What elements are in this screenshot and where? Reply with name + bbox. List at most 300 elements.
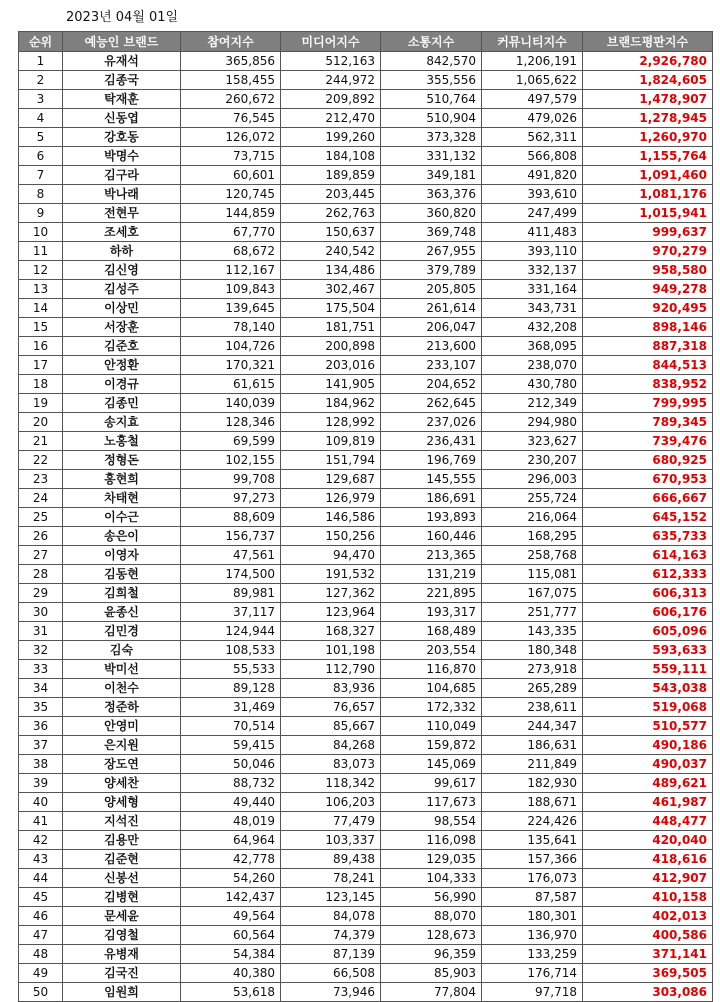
participation-cell: 140,039	[181, 394, 281, 413]
community-cell: 273,918	[482, 660, 583, 679]
media-cell: 262,763	[281, 204, 381, 223]
brand-name-cell: 정형돈	[63, 451, 181, 470]
table-row	[19, 793, 713, 812]
rank-cell: 31	[19, 622, 63, 641]
table-row	[19, 394, 713, 413]
participation-cell: 365,856	[181, 52, 281, 71]
rank-cell: 7	[19, 166, 63, 185]
table-row	[19, 299, 713, 318]
rank-cell: 3	[19, 90, 63, 109]
participation-cell: 89,981	[181, 584, 281, 603]
communication-cell: 104,333	[381, 869, 482, 888]
rank-cell: 37	[19, 736, 63, 755]
participation-cell: 156,737	[181, 527, 281, 546]
community-cell: 224,426	[482, 812, 583, 831]
participation-cell: 60,601	[181, 166, 281, 185]
communication-cell: 510,904	[381, 109, 482, 128]
community-cell: 343,731	[482, 299, 583, 318]
media-cell: 189,859	[281, 166, 381, 185]
community-cell: 157,366	[482, 850, 583, 869]
brand-reputation-cell: 958,580	[583, 261, 713, 280]
table-row	[19, 983, 713, 1002]
media-cell: 118,342	[281, 774, 381, 793]
table-row	[19, 926, 713, 945]
brand-reputation-cell: 519,068	[583, 698, 713, 717]
media-cell: 89,438	[281, 850, 381, 869]
communication-cell: 160,446	[381, 527, 482, 546]
brand-reputation-cell: 510,577	[583, 717, 713, 736]
table-row	[19, 375, 713, 394]
community-cell: 167,075	[482, 584, 583, 603]
community-cell: 188,671	[482, 793, 583, 812]
community-cell: 168,295	[482, 527, 583, 546]
communication-cell: 360,820	[381, 204, 482, 223]
community-cell: 393,610	[482, 185, 583, 204]
community-cell: 136,970	[482, 926, 583, 945]
table-row	[19, 204, 713, 223]
brand-reputation-cell: 461,987	[583, 793, 713, 812]
rank-cell: 48	[19, 945, 63, 964]
community-cell: 562,311	[482, 128, 583, 147]
rank-cell: 34	[19, 679, 63, 698]
brand-name-cell: 양세형	[63, 793, 181, 812]
table-row	[19, 109, 713, 128]
brand-reputation-cell: 593,633	[583, 641, 713, 660]
date-label: 2023년 04월 01일	[66, 10, 179, 25]
media-cell: 106,203	[281, 793, 381, 812]
participation-cell: 69,599	[181, 432, 281, 451]
community-cell: 331,164	[482, 280, 583, 299]
communication-cell: 77,804	[381, 983, 482, 1002]
media-cell: 74,379	[281, 926, 381, 945]
brand-name-cell: 김신영	[63, 261, 181, 280]
participation-cell: 88,609	[181, 508, 281, 527]
brand-name-cell: 김종국	[63, 71, 181, 90]
media-cell: 203,016	[281, 356, 381, 375]
table-row	[19, 470, 713, 489]
communication-cell: 204,652	[381, 375, 482, 394]
table-row	[19, 755, 713, 774]
table-row	[19, 546, 713, 565]
communication-cell: 110,049	[381, 717, 482, 736]
participation-cell: 88,732	[181, 774, 281, 793]
brand-name-cell: 김영철	[63, 926, 181, 945]
brand-name-cell: 박나래	[63, 185, 181, 204]
media-cell: 66,508	[281, 964, 381, 983]
participation-cell: 108,533	[181, 641, 281, 660]
rank-cell: 30	[19, 603, 63, 622]
brand-name-cell: 이영자	[63, 546, 181, 565]
brand-name-cell: 송지효	[63, 413, 181, 432]
brand-reputation-cell: 838,952	[583, 375, 713, 394]
participation-cell: 68,672	[181, 242, 281, 261]
rank-cell: 47	[19, 926, 63, 945]
brand-name-cell: 송은이	[63, 527, 181, 546]
participation-cell: 70,514	[181, 717, 281, 736]
brand-reputation-cell: 949,278	[583, 280, 713, 299]
brand-reputation-cell: 543,038	[583, 679, 713, 698]
brand-name-cell: 노홍철	[63, 432, 181, 451]
table-row	[19, 318, 713, 337]
brand-reputation-cell: 559,111	[583, 660, 713, 679]
participation-cell: 53,618	[181, 983, 281, 1002]
brand-reputation-cell: 402,013	[583, 907, 713, 926]
brand-name-cell: 장도연	[63, 755, 181, 774]
community-cell: 432,208	[482, 318, 583, 337]
rank-cell: 49	[19, 964, 63, 983]
brand-reputation-cell: 635,733	[583, 527, 713, 546]
community-cell: 368,095	[482, 337, 583, 356]
table-row	[19, 71, 713, 90]
communication-cell: 213,365	[381, 546, 482, 565]
communication-cell: 131,219	[381, 565, 482, 584]
participation-cell: 59,415	[181, 736, 281, 755]
participation-cell: 48,019	[181, 812, 281, 831]
participation-cell: 73,715	[181, 147, 281, 166]
rank-cell: 4	[19, 109, 63, 128]
media-cell: 78,241	[281, 869, 381, 888]
brand-name-cell: 안정환	[63, 356, 181, 375]
rank-cell: 5	[19, 128, 63, 147]
header-media: 미디어지수	[281, 32, 381, 52]
participation-cell: 54,384	[181, 945, 281, 964]
participation-cell: 124,944	[181, 622, 281, 641]
rank-cell: 44	[19, 869, 63, 888]
table-row	[19, 242, 713, 261]
brand-reputation-cell: 400,586	[583, 926, 713, 945]
communication-cell: 56,990	[381, 888, 482, 907]
brand-name-cell: 김준호	[63, 337, 181, 356]
media-cell: 83,936	[281, 679, 381, 698]
brand-name-cell: 박미선	[63, 660, 181, 679]
communication-cell: 117,673	[381, 793, 482, 812]
brand-name-cell: 김동현	[63, 565, 181, 584]
brand-reputation-cell: 887,318	[583, 337, 713, 356]
brand-name-cell: 하하	[63, 242, 181, 261]
community-cell: 238,070	[482, 356, 583, 375]
brand-name-cell: 탁재훈	[63, 90, 181, 109]
media-cell: 87,139	[281, 945, 381, 964]
media-cell: 240,542	[281, 242, 381, 261]
communication-cell: 369,748	[381, 223, 482, 242]
rank-cell: 8	[19, 185, 63, 204]
community-cell: 1,065,622	[482, 71, 583, 90]
media-cell: 134,486	[281, 261, 381, 280]
rank-cell: 6	[19, 147, 63, 166]
header-communication: 소통지수	[381, 32, 482, 52]
media-cell: 175,504	[281, 299, 381, 318]
brand-name-cell: 신봉선	[63, 869, 181, 888]
community-cell: 430,780	[482, 375, 583, 394]
communication-cell: 159,872	[381, 736, 482, 755]
community-cell: 143,335	[482, 622, 583, 641]
brand-name-cell: 윤종신	[63, 603, 181, 622]
media-cell: 512,163	[281, 52, 381, 71]
communication-cell: 363,376	[381, 185, 482, 204]
community-cell: 176,073	[482, 869, 583, 888]
media-cell: 129,687	[281, 470, 381, 489]
communication-cell: 510,764	[381, 90, 482, 109]
community-cell: 491,820	[482, 166, 583, 185]
rank-cell: 17	[19, 356, 63, 375]
participation-cell: 37,117	[181, 603, 281, 622]
table-row	[19, 641, 713, 660]
communication-cell: 99,617	[381, 774, 482, 793]
participation-cell: 102,155	[181, 451, 281, 470]
brand-reputation-cell: 1,278,945	[583, 109, 713, 128]
rank-cell: 13	[19, 280, 63, 299]
brand-reputation-cell: 490,186	[583, 736, 713, 755]
table-row	[19, 413, 713, 432]
brand-reputation-cell: 799,995	[583, 394, 713, 413]
participation-cell: 126,072	[181, 128, 281, 147]
table-row	[19, 698, 713, 717]
media-cell: 76,657	[281, 698, 381, 717]
community-cell: 332,137	[482, 261, 583, 280]
media-cell: 184,108	[281, 147, 381, 166]
communication-cell: 203,554	[381, 641, 482, 660]
media-cell: 150,256	[281, 527, 381, 546]
media-cell: 191,532	[281, 565, 381, 584]
brand-name-cell: 김국진	[63, 964, 181, 983]
participation-cell: 76,545	[181, 109, 281, 128]
header-brand: 예능인 브랜드	[63, 32, 181, 52]
participation-cell: 78,140	[181, 318, 281, 337]
table-row	[19, 660, 713, 679]
media-cell: 123,145	[281, 888, 381, 907]
media-cell: 181,751	[281, 318, 381, 337]
brand-reputation-cell: 645,152	[583, 508, 713, 527]
brand-reputation-cell: 666,667	[583, 489, 713, 508]
communication-cell: 98,554	[381, 812, 482, 831]
community-cell: 182,930	[482, 774, 583, 793]
community-cell: 323,627	[482, 432, 583, 451]
header-rank: 순위	[19, 32, 63, 52]
community-cell: 296,003	[482, 470, 583, 489]
communication-cell: 349,181	[381, 166, 482, 185]
participation-cell: 31,469	[181, 698, 281, 717]
rank-cell: 10	[19, 223, 63, 242]
brand-reputation-cell: 1,015,941	[583, 204, 713, 223]
brand-reputation-cell: 680,925	[583, 451, 713, 470]
brand-name-cell: 김희철	[63, 584, 181, 603]
rank-cell: 28	[19, 565, 63, 584]
communication-cell: 221,895	[381, 584, 482, 603]
communication-cell: 355,556	[381, 71, 482, 90]
community-cell: 211,849	[482, 755, 583, 774]
table-row	[19, 52, 713, 71]
media-cell: 126,979	[281, 489, 381, 508]
participation-cell: 67,770	[181, 223, 281, 242]
communication-cell: 205,805	[381, 280, 482, 299]
community-cell: 180,348	[482, 641, 583, 660]
table-row	[19, 622, 713, 641]
rank-cell: 11	[19, 242, 63, 261]
rank-cell: 38	[19, 755, 63, 774]
participation-cell: 99,708	[181, 470, 281, 489]
media-cell: 200,898	[281, 337, 381, 356]
brand-name-cell: 조세호	[63, 223, 181, 242]
media-cell: 151,794	[281, 451, 381, 470]
brand-name-cell: 유병재	[63, 945, 181, 964]
community-cell: 216,064	[482, 508, 583, 527]
brand-reputation-table	[18, 31, 713, 1002]
participation-cell: 50,046	[181, 755, 281, 774]
participation-cell: 174,500	[181, 565, 281, 584]
brand-reputation-cell: 1,260,970	[583, 128, 713, 147]
participation-cell: 49,440	[181, 793, 281, 812]
brand-name-cell: 김구라	[63, 166, 181, 185]
table-row	[19, 185, 713, 204]
brand-reputation-cell: 789,345	[583, 413, 713, 432]
media-cell: 103,337	[281, 831, 381, 850]
brand-reputation-cell: 739,476	[583, 432, 713, 451]
rank-cell: 24	[19, 489, 63, 508]
media-cell: 84,078	[281, 907, 381, 926]
rank-cell: 1	[19, 52, 63, 71]
rank-cell: 33	[19, 660, 63, 679]
brand-reputation-cell: 2,926,780	[583, 52, 713, 71]
brand-reputation-cell: 412,907	[583, 869, 713, 888]
community-cell: 135,641	[482, 831, 583, 850]
communication-cell: 213,600	[381, 337, 482, 356]
participation-cell: 112,167	[181, 261, 281, 280]
brand-name-cell: 양세찬	[63, 774, 181, 793]
rank-cell: 23	[19, 470, 63, 489]
media-cell: 168,327	[281, 622, 381, 641]
rank-cell: 9	[19, 204, 63, 223]
table-row	[19, 223, 713, 242]
rank-cell: 29	[19, 584, 63, 603]
table-row	[19, 850, 713, 869]
participation-cell: 104,726	[181, 337, 281, 356]
communication-cell: 842,570	[381, 52, 482, 71]
brand-name-cell: 안영미	[63, 717, 181, 736]
brand-reputation-cell: 612,333	[583, 565, 713, 584]
brand-reputation-cell: 1,155,764	[583, 147, 713, 166]
brand-name-cell: 정준하	[63, 698, 181, 717]
brand-name-cell: 박명수	[63, 147, 181, 166]
communication-cell: 196,769	[381, 451, 482, 470]
communication-cell: 85,903	[381, 964, 482, 983]
brand-reputation-cell: 448,477	[583, 812, 713, 831]
table-row	[19, 584, 713, 603]
rank-cell: 32	[19, 641, 63, 660]
communication-cell: 172,332	[381, 698, 482, 717]
brand-name-cell: 은지원	[63, 736, 181, 755]
table-row	[19, 280, 713, 299]
brand-reputation-cell: 369,505	[583, 964, 713, 983]
communication-cell: 145,069	[381, 755, 482, 774]
community-cell: 479,026	[482, 109, 583, 128]
brand-name-cell: 임원희	[63, 983, 181, 1002]
participation-cell: 139,645	[181, 299, 281, 318]
table-row	[19, 508, 713, 527]
brand-name-cell: 전현무	[63, 204, 181, 223]
rank-cell: 19	[19, 394, 63, 413]
brand-name-cell: 유재석	[63, 52, 181, 71]
brand-name-cell: 지석진	[63, 812, 181, 831]
participation-cell: 47,561	[181, 546, 281, 565]
communication-cell: 129,035	[381, 850, 482, 869]
brand-reputation-cell: 490,037	[583, 755, 713, 774]
rank-cell: 40	[19, 793, 63, 812]
participation-cell: 42,778	[181, 850, 281, 869]
participation-cell: 170,321	[181, 356, 281, 375]
table-row	[19, 565, 713, 584]
community-cell: 133,259	[482, 945, 583, 964]
rank-cell: 36	[19, 717, 63, 736]
table-row	[19, 907, 713, 926]
brand-name-cell: 신동엽	[63, 109, 181, 128]
rank-cell: 45	[19, 888, 63, 907]
media-cell: 184,962	[281, 394, 381, 413]
communication-cell: 331,132	[381, 147, 482, 166]
community-cell: 238,611	[482, 698, 583, 717]
rank-cell: 2	[19, 71, 63, 90]
community-cell: 251,777	[482, 603, 583, 622]
communication-cell: 236,431	[381, 432, 482, 451]
rank-cell: 18	[19, 375, 63, 394]
participation-cell: 55,533	[181, 660, 281, 679]
communication-cell: 168,489	[381, 622, 482, 641]
brand-name-cell: 이경규	[63, 375, 181, 394]
participation-cell: 40,380	[181, 964, 281, 983]
table-row	[19, 90, 713, 109]
media-cell: 85,667	[281, 717, 381, 736]
brand-name-cell: 김민경	[63, 622, 181, 641]
brand-reputation-cell: 614,163	[583, 546, 713, 565]
participation-cell: 128,346	[181, 413, 281, 432]
community-cell: 115,081	[482, 565, 583, 584]
table-row	[19, 337, 713, 356]
brand-reputation-cell: 606,313	[583, 584, 713, 603]
communication-cell: 116,870	[381, 660, 482, 679]
communication-cell: 267,955	[381, 242, 482, 261]
communication-cell: 96,359	[381, 945, 482, 964]
communication-cell: 116,098	[381, 831, 482, 850]
brand-reputation-cell: 844,513	[583, 356, 713, 375]
brand-reputation-cell: 418,616	[583, 850, 713, 869]
community-cell: 212,349	[482, 394, 583, 413]
communication-cell: 128,673	[381, 926, 482, 945]
table-row	[19, 888, 713, 907]
rank-cell: 14	[19, 299, 63, 318]
brand-name-cell: 문세윤	[63, 907, 181, 926]
community-cell: 294,980	[482, 413, 583, 432]
media-cell: 244,972	[281, 71, 381, 90]
header-participation: 참여지수	[181, 32, 281, 52]
table-row	[19, 774, 713, 793]
brand-name-cell: 김종민	[63, 394, 181, 413]
brand-name-cell: 이수근	[63, 508, 181, 527]
communication-cell: 237,026	[381, 413, 482, 432]
participation-cell: 144,859	[181, 204, 281, 223]
table-row	[19, 527, 713, 546]
community-cell: 180,301	[482, 907, 583, 926]
participation-cell: 60,564	[181, 926, 281, 945]
media-cell: 212,470	[281, 109, 381, 128]
media-cell: 77,479	[281, 812, 381, 831]
rank-cell: 42	[19, 831, 63, 850]
media-cell: 84,268	[281, 736, 381, 755]
media-cell: 73,946	[281, 983, 381, 1002]
media-cell: 302,467	[281, 280, 381, 299]
brand-reputation-cell: 670,953	[583, 470, 713, 489]
brand-reputation-cell: 970,279	[583, 242, 713, 261]
community-cell: 97,718	[482, 983, 583, 1002]
brand-name-cell: 강호동	[63, 128, 181, 147]
